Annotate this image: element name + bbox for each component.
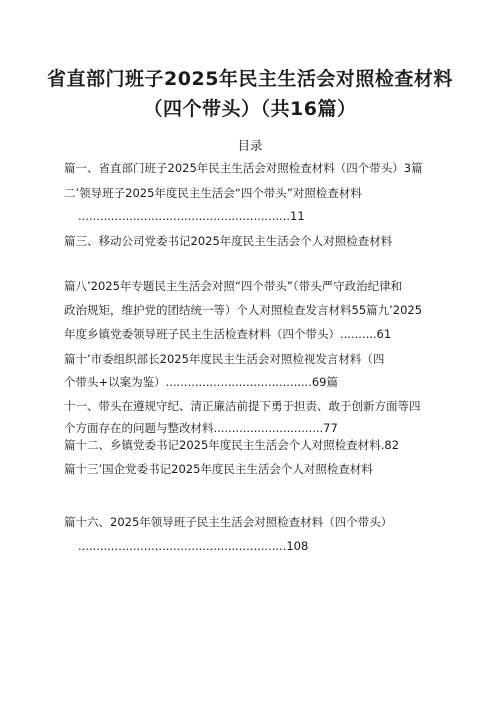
toc-line: 二’领导班子2025年度民主生活会“四个带头”对照检查材料 bbox=[64, 186, 362, 200]
toc-line: 年度乡镇党委领导班子民主生活检查材料（四个带头）..........61 bbox=[64, 327, 392, 341]
toc-line: 篇十’市委组织部长2025年度民主生活会对照检视发言材料（四 bbox=[64, 352, 385, 366]
toc-heading: 目录 bbox=[237, 138, 263, 153]
toc-line: 篇十六、2025年领导班子民主生活会对照检查材料（四个带头） bbox=[64, 515, 393, 529]
toc-line: 政治规矩，维护党的团结统一等）个人对照检查发言材料55篇九’2025 bbox=[64, 303, 423, 317]
toc-line: 篇十三’国企党委书记2025年度民主生活会个人对照检查材料 bbox=[64, 462, 373, 476]
document-title-line-1: 省直部门班子2025年民主生活会对照检查材料 bbox=[47, 68, 453, 90]
document-title-line-2: （四个带头）（共16篇） bbox=[143, 98, 357, 120]
toc-line: 篇十二、乡镇党委书记2025年度民主生活会个人对照检查材料.82 bbox=[64, 438, 400, 452]
toc-line: 篇三、移动公司党委书记2025年度民主生活会个人对照检查材料 bbox=[64, 234, 393, 248]
toc-line: 篇一、省直部门班子2025年民主生活会对照检查材料（四个带头）3篇 bbox=[64, 161, 423, 175]
toc-line: ..........................................................11 bbox=[78, 209, 305, 223]
toc-line: 篇八’2025年专题民主生活会对照“四个带头”（带头严守政治纪律和 bbox=[64, 279, 403, 293]
toc-line: 个带头+以案为鉴）........................................69篇 bbox=[64, 375, 338, 389]
toc-line: 十一、带头在遵规守纪、清正廉洁前提下勇于担责、敢于创新方面等四 bbox=[64, 399, 421, 413]
toc-line: .........................................................108 bbox=[78, 539, 309, 553]
toc-line: 个方面存在的问题与整改材料..............................77 bbox=[64, 421, 338, 435]
